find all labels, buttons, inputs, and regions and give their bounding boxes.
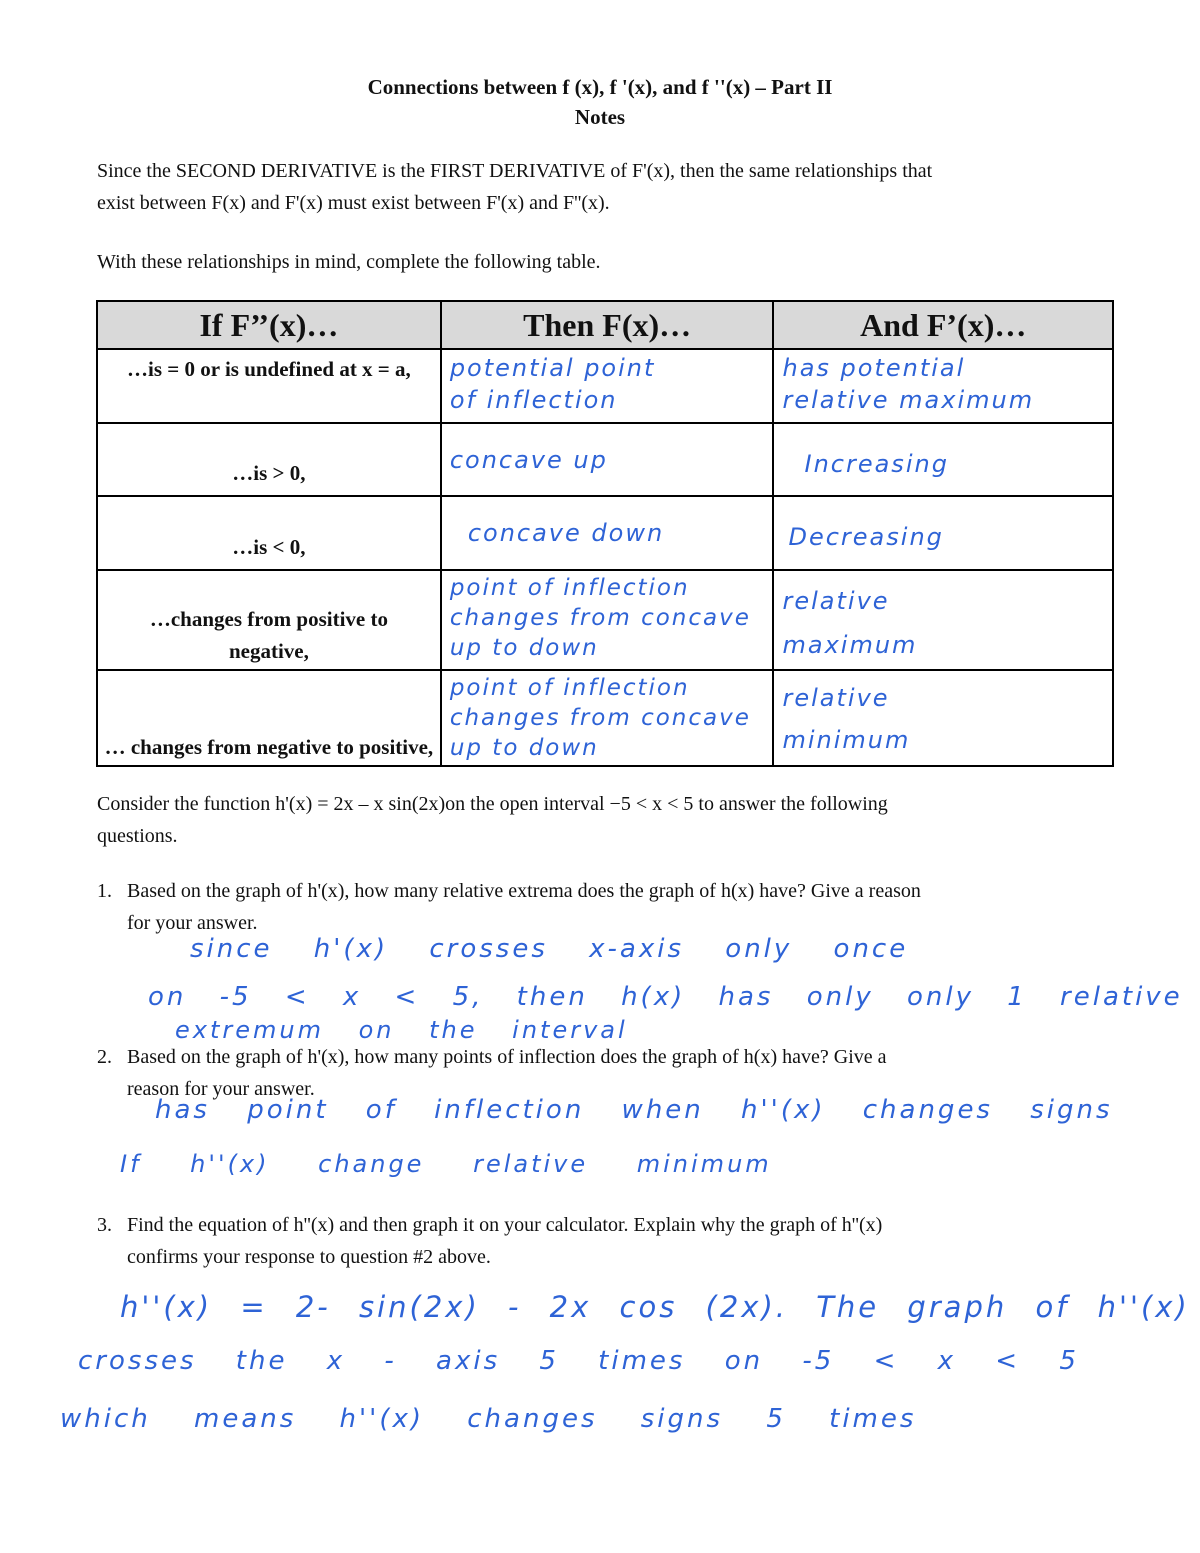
answer-1-line-1: since h'(x) crosses x-axis only once: [190, 934, 909, 964]
question-text: Based on the graph of h'(x), how many points of inflection does the graph of h(x) have? Give a reason for your answer.: [127, 1046, 887, 1100]
table-row: [97, 570, 1113, 670]
question-number: 3.: [97, 1214, 112, 1236]
fprime-cell: Decreasing: [773, 496, 1113, 570]
condition-cell: …is = 0 or is undefined at x = a,: [97, 349, 441, 423]
question-3: [97, 1209, 1112, 1273]
fprime-cell: Increasing: [773, 423, 1113, 496]
table-row: [97, 423, 1113, 496]
consider-paragraph: [97, 788, 1112, 852]
f-cell: point of inflection changes from concave up to down: [441, 670, 774, 766]
header-cell-if: If F’’(x)…: [97, 301, 441, 349]
f-cell: point of inflection changes from concave up to down: [441, 570, 774, 670]
table-row: [97, 349, 1113, 423]
condition-cell: …changes from positive to negative,: [97, 570, 441, 670]
table-row: [97, 670, 1113, 766]
intro-line-2: exist between F(x) and F'(x) must exist between F'(x) and F''(x).: [97, 192, 610, 214]
page-title: [0, 72, 1200, 132]
header-cell-and: And F’(x)…: [773, 301, 1113, 349]
question-text: Find the equation of h''(x) and then graph it on your calculator. Explain why the graph of h''(x) confirms your response to question #2 above.: [127, 1214, 883, 1268]
fprime-cell: relative maximum: [773, 570, 1113, 670]
answer-3-line-3: which means h''(x) changes signs 5 times: [60, 1404, 917, 1434]
condition-cell: …is > 0,: [97, 423, 441, 496]
question-1: [97, 875, 1112, 939]
title-line-2: Notes: [574, 105, 626, 129]
consider-line-1: Consider the function h'(x) = 2x – x sin(2x)on the open interval −5 < x < 5 to answer the following: [97, 793, 888, 815]
answer-3-line-1: h''(x) = 2- sin(2x) - 2x cos (2x). The graph of h''(x): [120, 1290, 1190, 1324]
table-header-row: [97, 301, 1113, 349]
relationships-table: [96, 300, 1114, 767]
table-row: [97, 496, 1113, 570]
header-cell-then: Then F(x)…: [441, 301, 774, 349]
condition-cell: … changes from negative to positive,: [97, 670, 441, 766]
instruction-text: With these relationships in mind, complete the following table.: [97, 251, 601, 273]
title-line-1: Connections between f (x), f '(x), and f ''(x) – Part II: [367, 75, 833, 99]
fprime-cell: has potential relative maximum: [773, 349, 1113, 423]
f-cell: potential point of inflection: [441, 349, 774, 423]
question-text: Based on the graph of h'(x), how many relative extrema does the graph of h(x) have? Give a reason for your answer.: [127, 880, 921, 934]
condition-cell: …is < 0,: [97, 496, 441, 570]
answer-2-line-2: If h''(x) change relative minimum: [120, 1150, 772, 1178]
answer-3-line-2: crosses the x - axis 5 times on -5 < x < 5: [78, 1346, 1079, 1376]
f-cell: concave up: [441, 423, 774, 496]
intro-line-1: Since the SECOND DERIVATIVE is the FIRST DERIVATIVE of F'(x), then the same relationships that: [97, 160, 933, 182]
question-number: 1.: [97, 880, 112, 902]
intro-paragraph: [97, 155, 1112, 219]
answer-2-line-1: has point of inflection when h''(x) changes signs: [155, 1095, 1113, 1125]
answer-1-line-3: extremum on the interval: [175, 1016, 628, 1044]
fprime-cell: relative minimum: [773, 670, 1113, 766]
question-number: 2.: [97, 1046, 112, 1068]
consider-line-2: questions.: [97, 825, 178, 847]
f-cell: concave down: [441, 496, 774, 570]
answer-1-line-2: on -5 < x < 5, then h(x) has only only 1 relative: [148, 982, 1183, 1012]
